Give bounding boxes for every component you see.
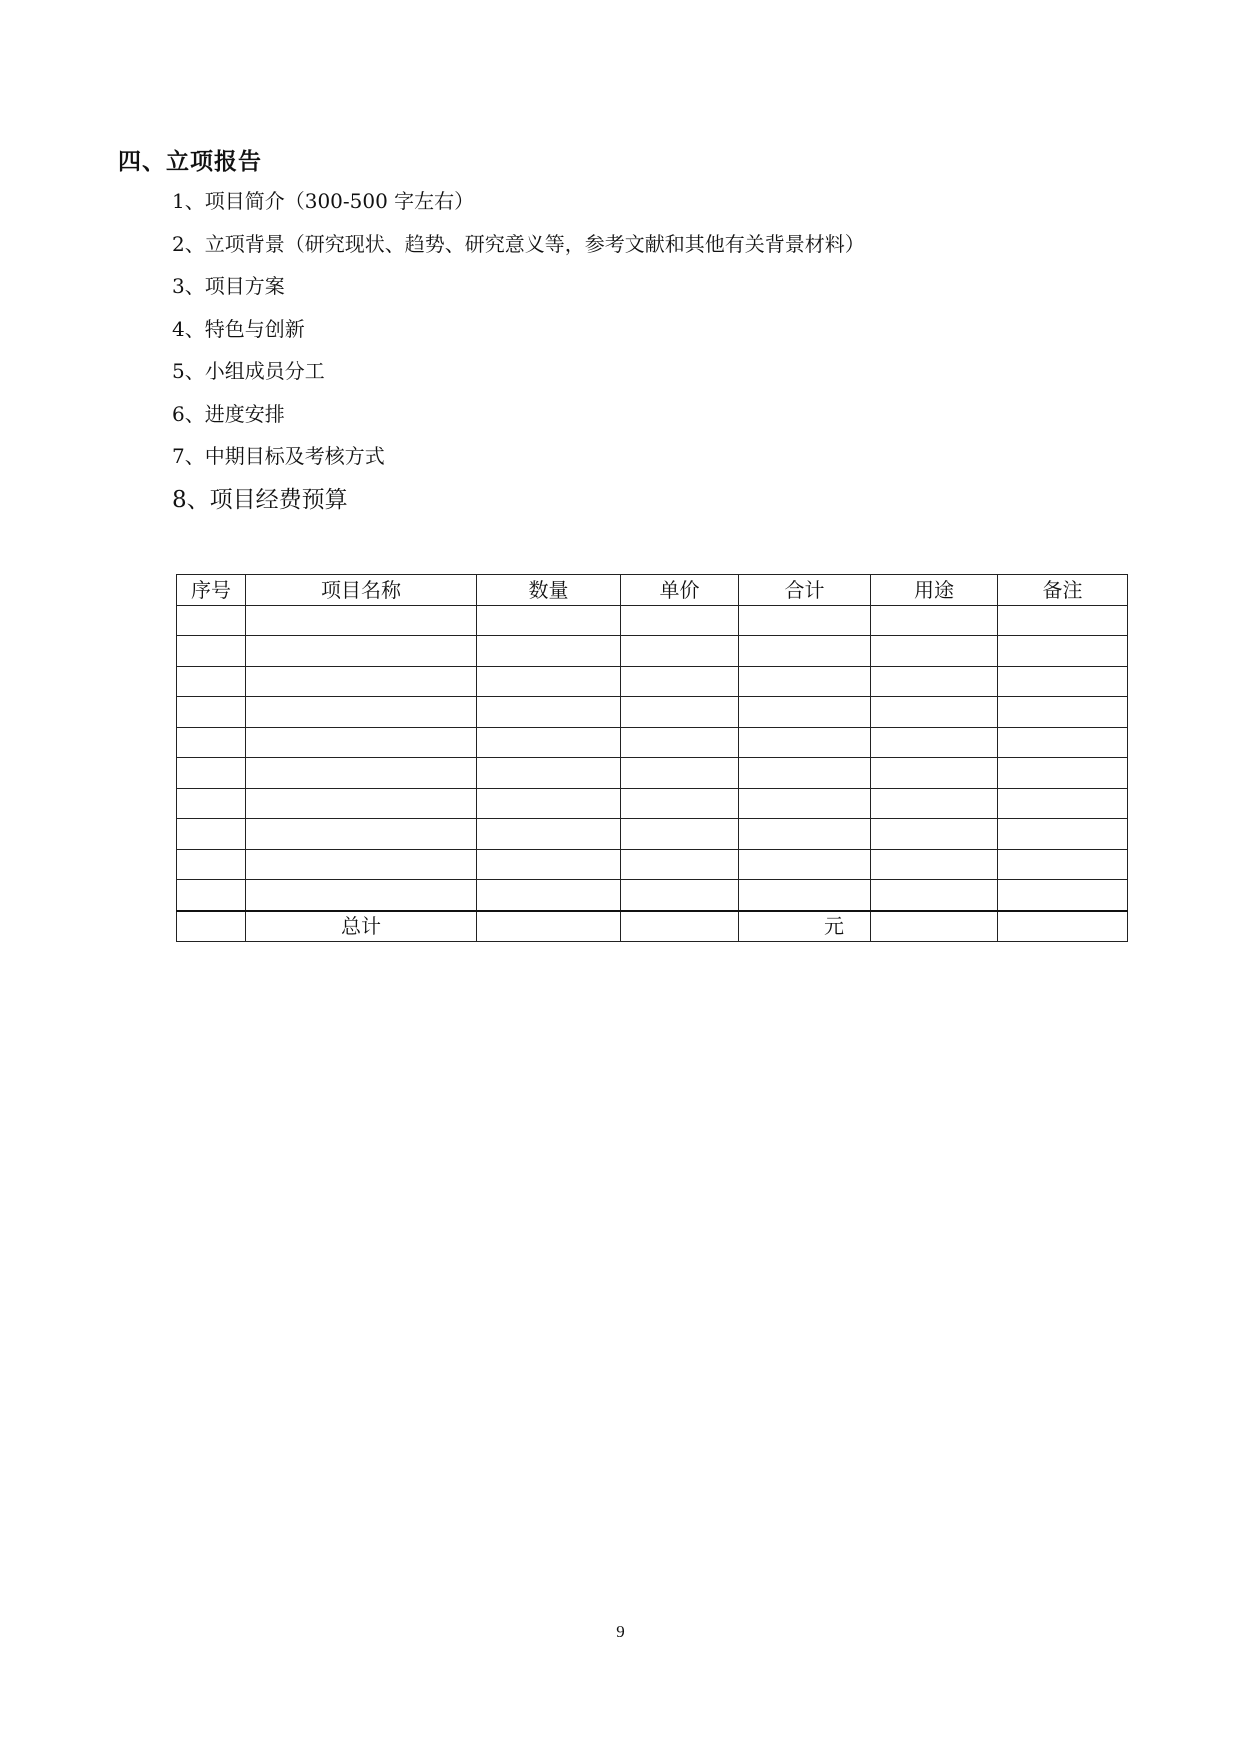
total-label: 总计 xyxy=(246,911,477,942)
table-cell xyxy=(477,911,621,942)
table-cell xyxy=(246,666,477,697)
table-row xyxy=(177,849,1128,880)
table-cell xyxy=(177,666,246,697)
table-cell xyxy=(477,758,621,789)
total-row xyxy=(177,911,1128,942)
table-cell xyxy=(246,819,477,850)
table-cell xyxy=(621,911,739,942)
table-row xyxy=(177,880,1128,911)
table-cell xyxy=(998,788,1128,819)
column-header-item-name: 项目名称 xyxy=(246,575,477,606)
table-cell xyxy=(871,605,998,636)
table-cell xyxy=(621,819,739,850)
list-item: 2、立项背景（研究现状、趋势、研究意义等，参考文献和其他有关背景材料） xyxy=(172,231,865,256)
table-cell xyxy=(246,849,477,880)
column-header-remarks: 备注 xyxy=(998,575,1128,606)
table-cell xyxy=(871,788,998,819)
list-item: 6、进度安排 xyxy=(172,401,285,426)
table-cell xyxy=(621,697,739,728)
table-cell xyxy=(177,788,246,819)
table-cell xyxy=(739,666,871,697)
section-title: 四、立项报告 xyxy=(118,149,262,175)
table-cell xyxy=(177,880,246,911)
column-header-index: 序号 xyxy=(177,575,246,606)
table-cell xyxy=(871,849,998,880)
list-item: 5、小组成员分工 xyxy=(172,359,325,383)
table-cell xyxy=(477,819,621,850)
table-cell xyxy=(739,636,871,667)
table-cell xyxy=(998,819,1128,850)
table-cell xyxy=(871,697,998,728)
table-cell xyxy=(998,636,1128,667)
table-cell xyxy=(739,758,871,789)
table-cell xyxy=(871,636,998,667)
table-cell xyxy=(477,666,621,697)
table-cell xyxy=(998,727,1128,758)
table-cell xyxy=(477,636,621,667)
page-number: 9 xyxy=(616,1622,625,1641)
column-header-quantity: 数量 xyxy=(477,575,621,606)
table-cell xyxy=(739,727,871,758)
table-cell xyxy=(177,911,246,942)
table-header-row xyxy=(177,575,1128,606)
list-item: 7、中期目标及考核方式 xyxy=(172,444,385,468)
table-row xyxy=(177,636,1128,667)
list-item: 8、项目经费预算 xyxy=(172,486,348,513)
list-item: 3、项目方案 xyxy=(172,274,285,298)
table-cell xyxy=(177,636,246,667)
table-cell xyxy=(621,880,739,911)
table-cell xyxy=(246,605,477,636)
table-cell xyxy=(246,697,477,728)
table-cell xyxy=(177,605,246,636)
table-cell xyxy=(739,819,871,850)
list-item: 1、项目简介（300-500 字左右） xyxy=(172,189,475,213)
table-cell xyxy=(739,788,871,819)
column-header-purpose: 用途 xyxy=(871,575,998,606)
table-cell xyxy=(739,849,871,880)
table-cell xyxy=(998,911,1128,942)
table-cell xyxy=(477,727,621,758)
table-cell xyxy=(246,636,477,667)
table-cell xyxy=(621,849,739,880)
list-item: 4、特色与创新 xyxy=(172,316,305,341)
table-cell xyxy=(998,605,1128,636)
table-cell xyxy=(477,605,621,636)
table-cell xyxy=(739,605,871,636)
table-cell xyxy=(177,758,246,789)
total-unit: 元 xyxy=(739,911,871,942)
table-cell xyxy=(871,819,998,850)
table-cell xyxy=(477,880,621,911)
budget-table xyxy=(176,574,1128,942)
table-cell xyxy=(871,666,998,697)
table-cell xyxy=(871,758,998,789)
table-row xyxy=(177,697,1128,728)
table-cell xyxy=(246,880,477,911)
table-cell xyxy=(477,697,621,728)
table-cell xyxy=(621,636,739,667)
table-cell xyxy=(621,788,739,819)
table-cell xyxy=(998,666,1128,697)
table-row xyxy=(177,666,1128,697)
table-cell xyxy=(739,697,871,728)
table-cell xyxy=(621,758,739,789)
table-cell xyxy=(998,758,1128,789)
table-cell xyxy=(998,880,1128,911)
table-cell xyxy=(246,758,477,789)
column-header-subtotal: 合计 xyxy=(739,575,871,606)
table-row xyxy=(177,727,1128,758)
table-cell xyxy=(477,788,621,819)
table-cell xyxy=(621,727,739,758)
table-cell xyxy=(621,666,739,697)
table-row xyxy=(177,788,1128,819)
table-cell xyxy=(621,605,739,636)
table-cell xyxy=(177,819,246,850)
table-cell xyxy=(177,849,246,880)
table-row xyxy=(177,819,1128,850)
table-cell xyxy=(871,911,998,942)
table-cell xyxy=(871,727,998,758)
table-cell xyxy=(998,697,1128,728)
table-row xyxy=(177,758,1128,789)
table-cell xyxy=(477,849,621,880)
column-header-unit-price: 单价 xyxy=(621,575,739,606)
table-cell xyxy=(246,727,477,758)
report-items-list xyxy=(172,187,865,527)
table-cell xyxy=(998,849,1128,880)
table-cell xyxy=(177,697,246,728)
table-cell xyxy=(246,788,477,819)
table-cell xyxy=(177,727,246,758)
table-cell xyxy=(871,880,998,911)
table-row xyxy=(177,605,1128,636)
table-cell xyxy=(739,880,871,911)
